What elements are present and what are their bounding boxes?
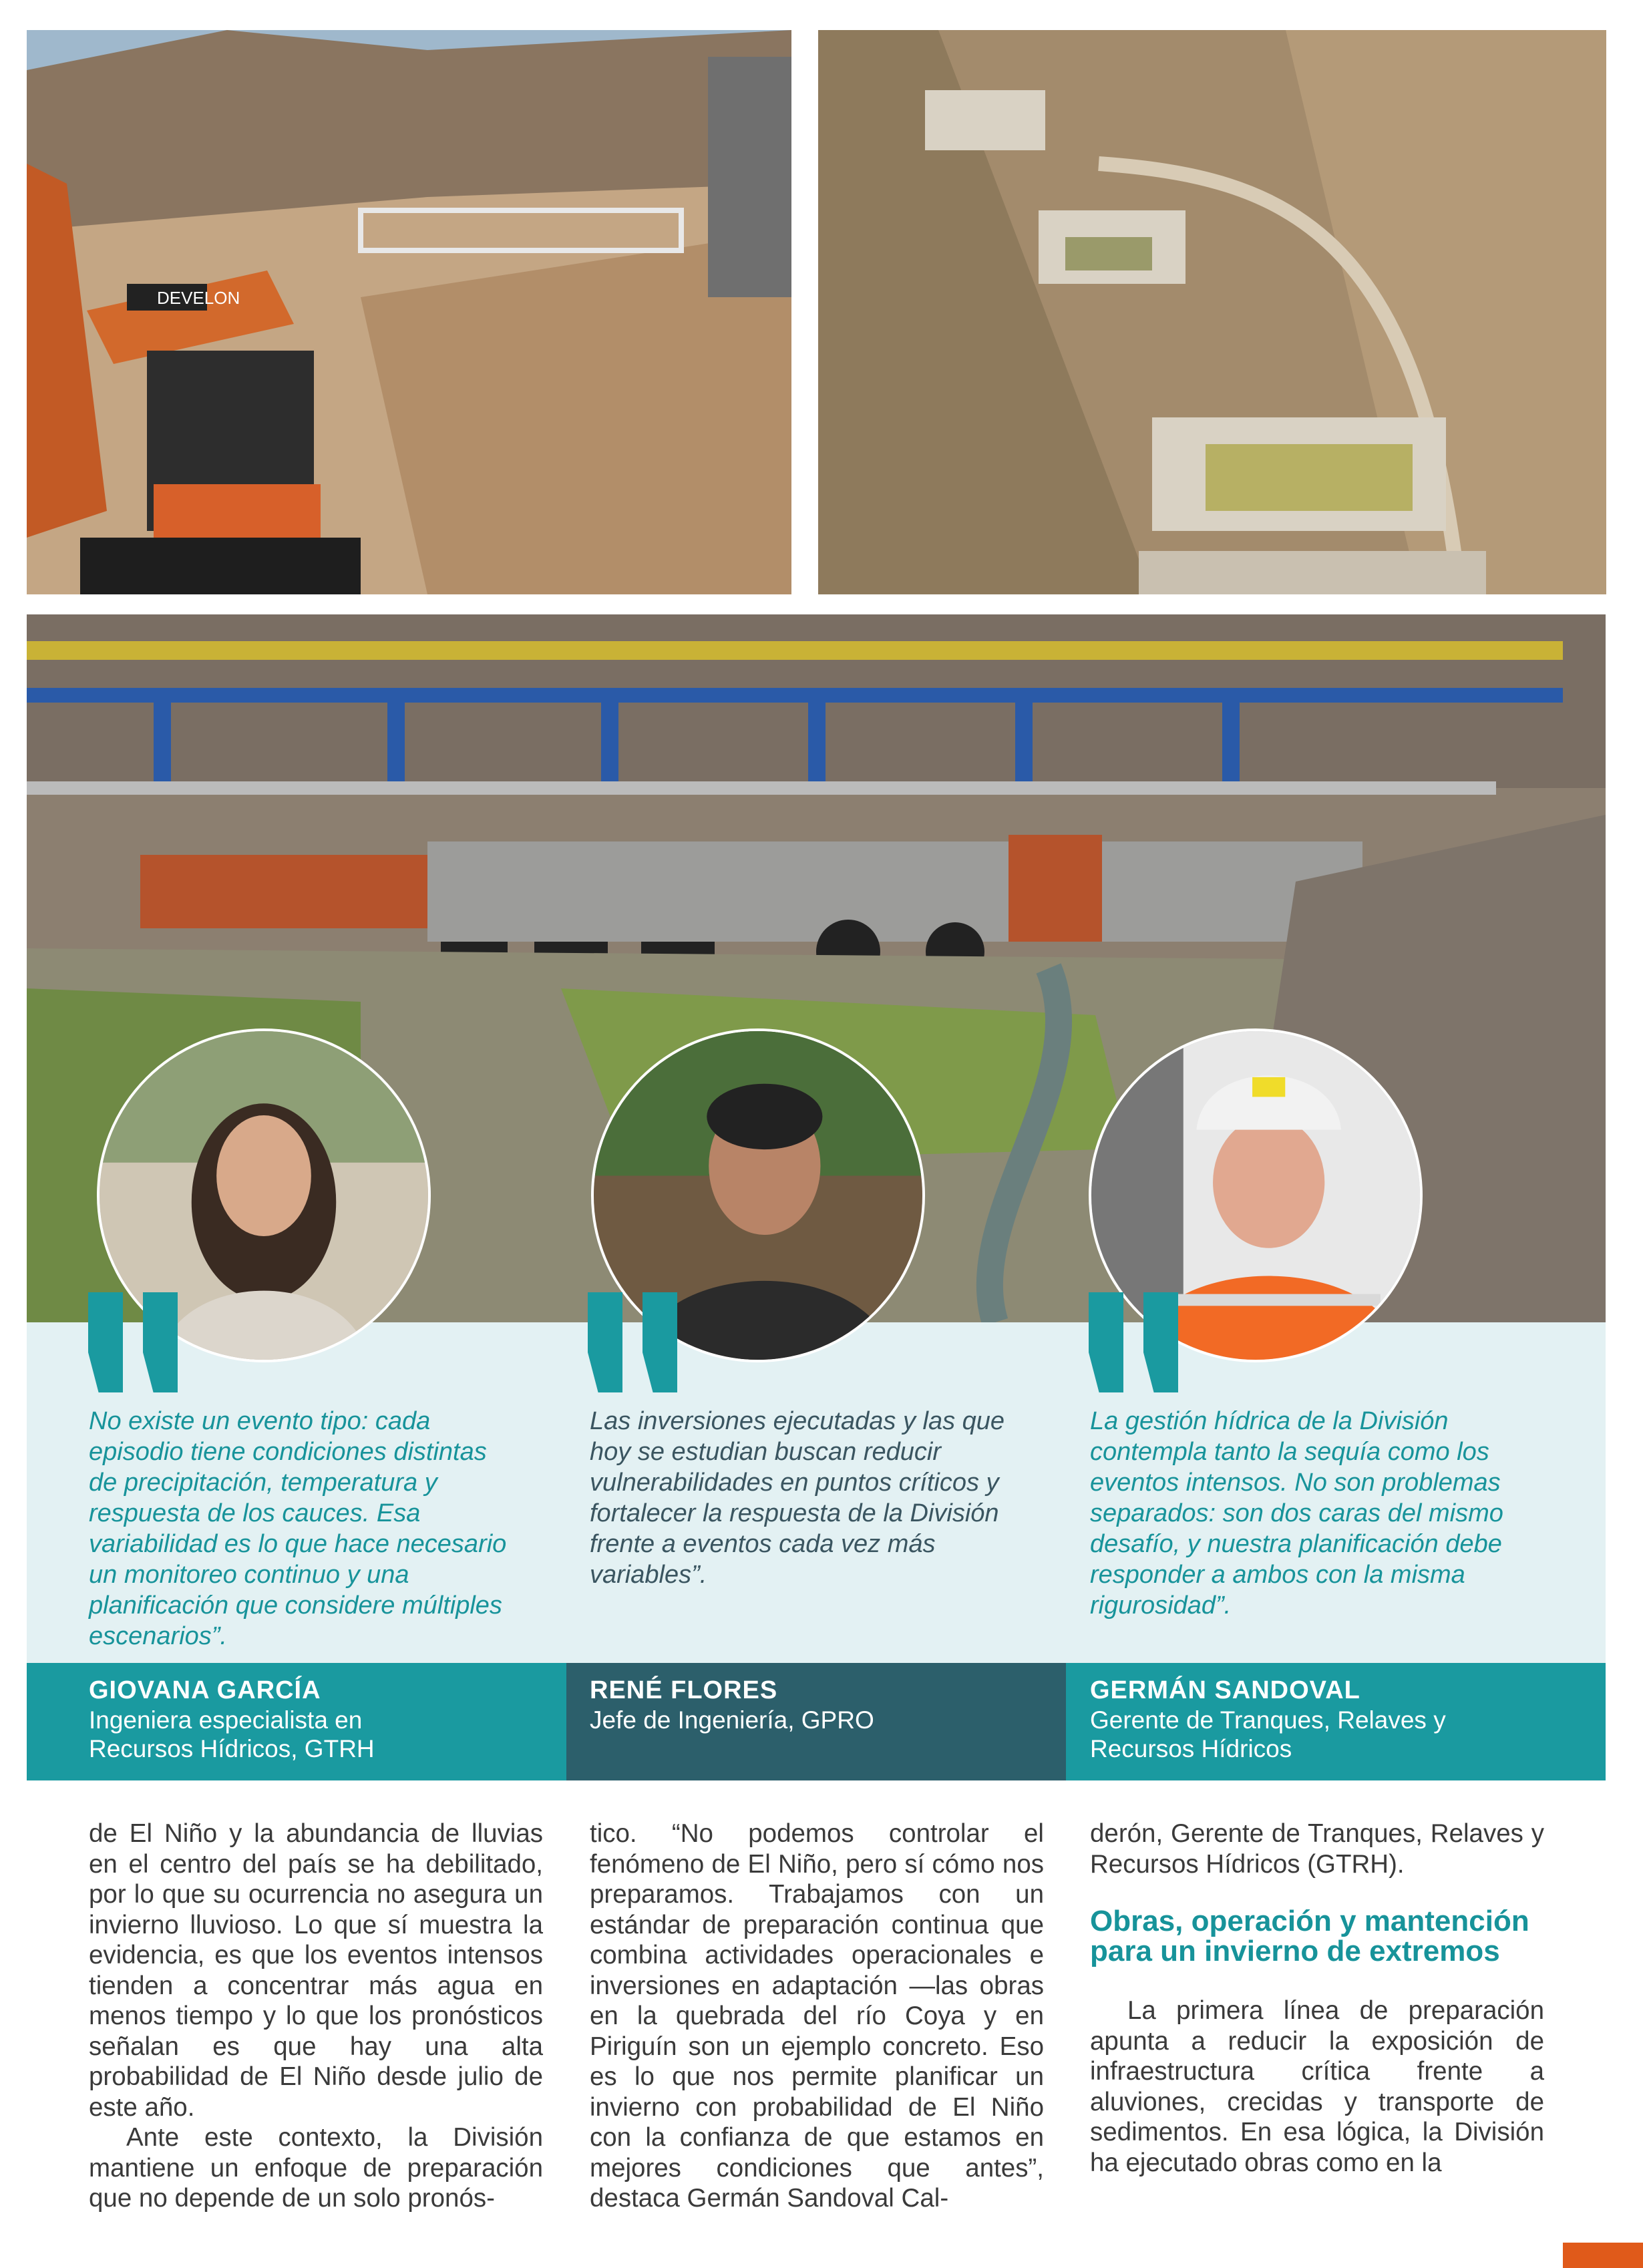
photo-retention-dams — [818, 30, 1606, 594]
quote-mark-icon — [1089, 1292, 1198, 1359]
name-bar-rene — [566, 1663, 1066, 1780]
excavator-brand: DEVELON — [157, 288, 240, 308]
person-role: Ingeniera especialista en Recursos Hídricos, GTRH — [89, 1706, 375, 1762]
body-column-1 — [89, 1819, 543, 2214]
name-bar-german — [1066, 1663, 1606, 1780]
quote-text-giovana: No existe un evento tipo: cada episodio tiene condiciones distintas de precipitación, temperatura y respuesta de los cauces. Esa variabilidad es lo que hace necesario un monitoreo continuo y una planificación que considere múltiples escenarios”. — [89, 1407, 507, 1650]
quote-mark-icon — [88, 1292, 198, 1359]
paragraph: derón, Gerente de Tranques, Relaves y Recursos Hídricos (GTRH). — [1090, 1819, 1544, 1879]
body-column-2 — [590, 1819, 1044, 2214]
section-heading: Obras, operación y mantención para un invierno de extremos — [1090, 1905, 1529, 1967]
person-name: RENÉ FLORES — [590, 1676, 778, 1704]
quote-text-german: La gestión hídrica de la División contempla tanto la sequía como los eventos intensos. No son problemas separados: son dos caras del mismo desafío, y nuestra planificación debe responder a ambos con la misma rigurosidad”. — [1090, 1407, 1503, 1620]
paragraph: de El Niño y la abundancia de lluvias en el centro del país se ha debilitado, por lo que su ocurrencia no asegura un invierno lluvioso. Lo que sí muestra la evidencia, es que los eventos intensos tienden a concentrar más agua en menos tiempo y lo que los pronósticos señalan es que hay una alta probabilidad de El Niño desde julio de este año. — [89, 1819, 543, 2122]
paragraph: Ante este contexto, la División mantiene un enfoque de preparación que no depende de un solo pronós- — [89, 2123, 543, 2213]
person-role: Gerente de Tranques, Relaves y Recursos Hídricos — [1090, 1706, 1446, 1762]
name-bar-giovana — [27, 1663, 566, 1780]
page-corner-accent — [1563, 2243, 1643, 2268]
quote-text-rene: Las inversiones ejecutadas y las que hoy se estudian buscan reducir vulnerabilidades en puntos críticos y fortalecer la respuesta de la División frente a eventos cada vez más variables”. — [590, 1407, 1005, 1589]
paragraph: tico. “No podemos controlar el fenómeno de El Niño, pero sí cómo nos preparamos. Trabajamos con un estándar de preparación continua que combina actividades operacionales e inversiones en adaptación —las obras en la quebrada del río Coya y en Piriguín son un ejemplo concreto. Eso es lo que nos permite planificar un invierno con probabilidad de El Niño con la confianza de que estamos en mejores condiciones que antes”, destaca Germán Sandoval Cal- — [590, 1819, 1044, 2213]
photo-excavator-slope — [27, 30, 791, 594]
quote-mark-icon — [588, 1292, 697, 1359]
person-name: GIOVANA GARCÍA — [89, 1676, 321, 1704]
body-column-3 — [1090, 1819, 1544, 2178]
paragraph: La primera línea de preparación apunta a reducir la exposición de infraestructura crítica frente a aluviones, crecidas y transporte de sedimentos. En esa lógica, la División ha ejecutado obras como en la — [1090, 1996, 1544, 2177]
person-name: GERMÁN SANDOVAL — [1090, 1676, 1360, 1704]
person-role: Jefe de Ingeniería, GPRO — [590, 1706, 874, 1734]
